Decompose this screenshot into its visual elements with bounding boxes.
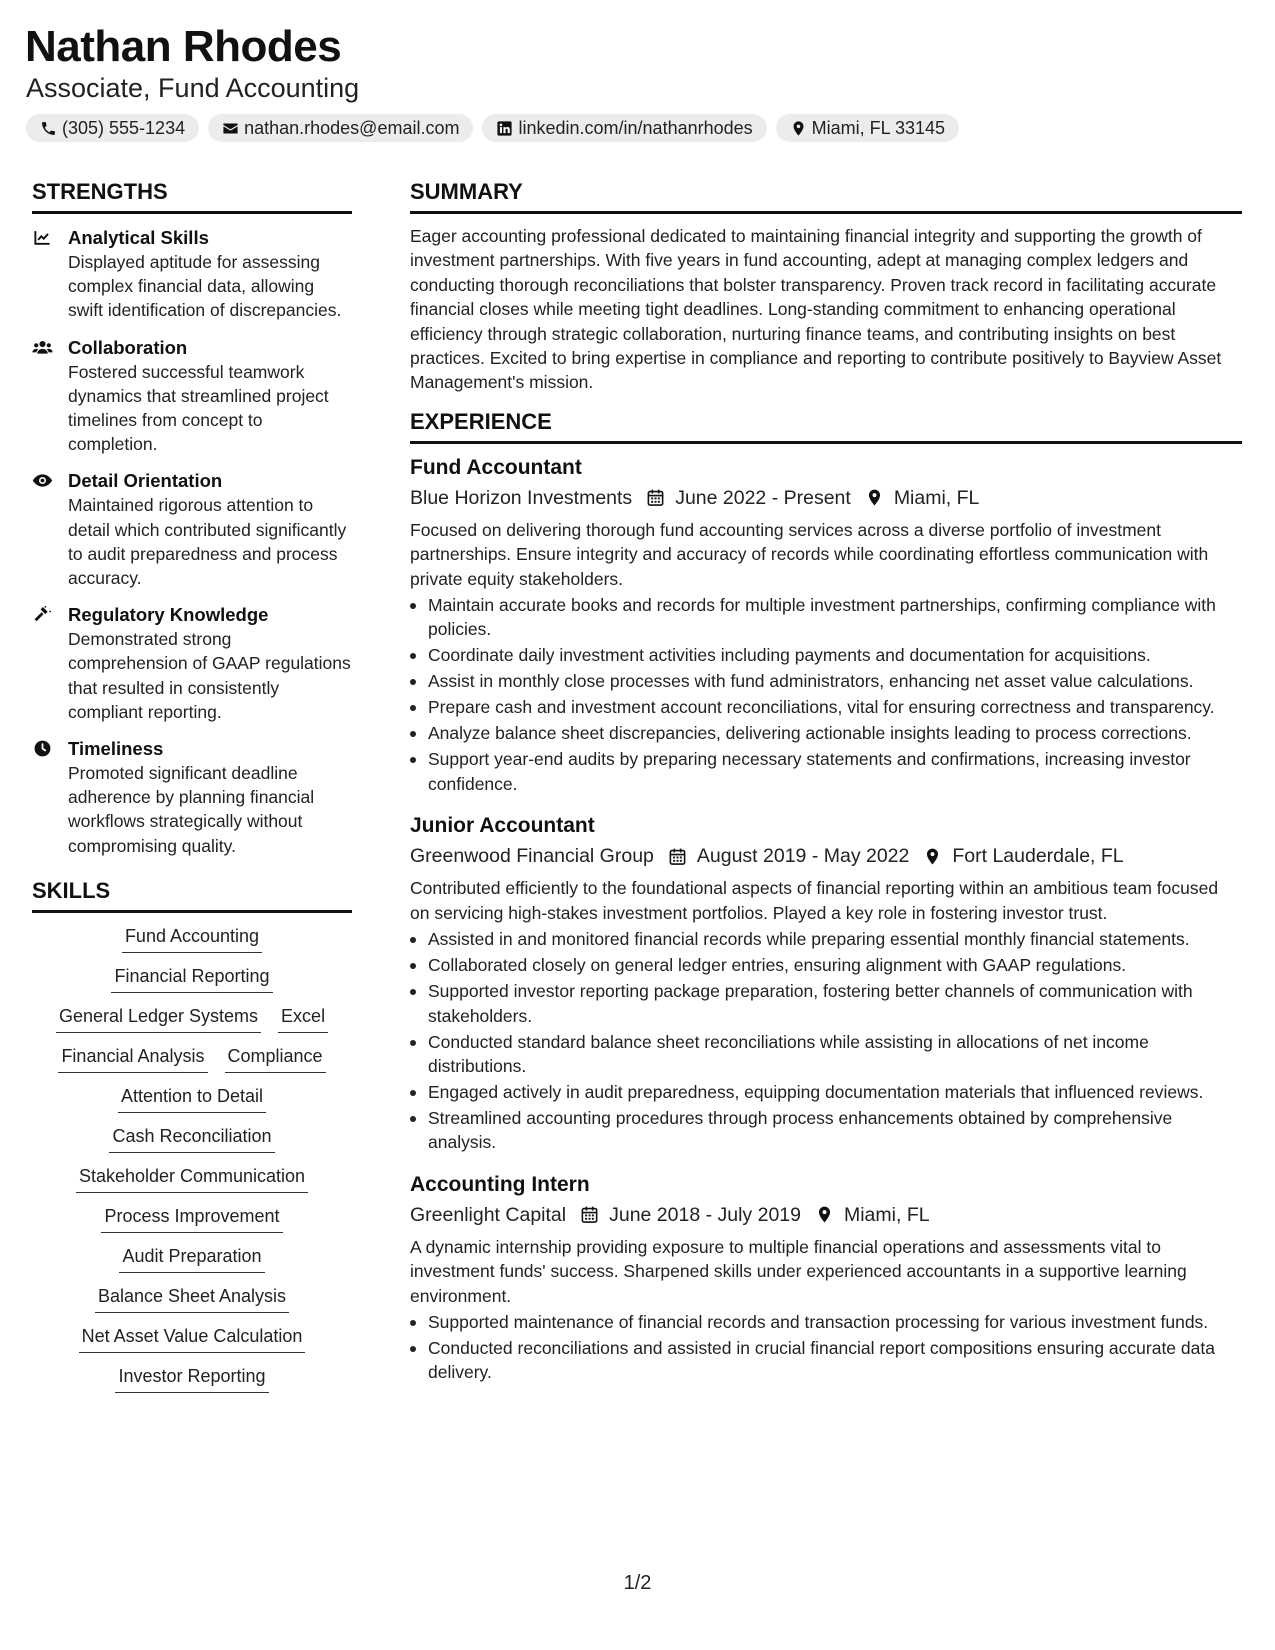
skill-tag: Stakeholder Communication [76, 1165, 308, 1193]
job-dates: June 2022 - Present [675, 486, 851, 509]
job-company: Greenwood Financial Group [410, 845, 654, 868]
gavel-icon [32, 605, 53, 624]
job-location: Miami, FL [843, 1203, 930, 1226]
bullet-item: Coordinate daily investment activities including payments and documentation for acquisitions. [410, 643, 1242, 667]
job-entry [410, 454, 1242, 796]
strength-desc: Maintained rigorous attention to detail which contributed significantly to audit preparedness and process accuracy. [68, 495, 347, 589]
bullet-item: Collaborated closely on general ledger entries, ensuring alignment with GAAP regulations. [410, 953, 1242, 977]
contact-phone[interactable] [26, 114, 199, 142]
skill-tag: Audit Preparation [119, 1245, 264, 1273]
skill-tag: Excel [278, 1005, 328, 1033]
calendar-icon [580, 1205, 599, 1224]
map-pin-icon [923, 847, 942, 866]
skills-list [32, 925, 352, 1405]
strength-item [32, 737, 352, 858]
job-subtitle: Associate, Fund Accounting [26, 73, 360, 103]
left-column [32, 179, 352, 1405]
job-title: Accounting Intern [410, 1172, 590, 1196]
job-description: Focused on delivering thorough fund accounting services across a diverse portfolio of investment partnerships. Ensure integrity and accuracy of records while coordinating effortless communication with private equity stakeholders. [410, 519, 1209, 589]
line-chart-icon [32, 228, 53, 247]
job-meta [410, 1202, 1242, 1228]
bullet-item: Analyze balance sheet discrepancies, delivering actionable insights leading to process corrections. [410, 721, 1242, 745]
bullet-item: Maintain accurate books and records for multiple investment partnerships, confirming compliance with policies. [410, 593, 1242, 642]
job-dates: June 2018 - July 2019 [609, 1203, 801, 1226]
job-company: Blue Horizon Investments [410, 486, 633, 509]
strength-item [32, 469, 352, 590]
skill-tag: Net Asset Value Calculation [79, 1325, 306, 1353]
contact-linkedin[interactable] [482, 114, 766, 142]
contact-email-text: nathan.rhodes@email.com [244, 117, 460, 138]
skill-tag: Compliance [225, 1045, 326, 1073]
skill-tag: Attention to Detail [118, 1085, 266, 1113]
strength-title: Detail Orientation [68, 470, 223, 492]
job-meta [410, 843, 1242, 869]
map-pin-icon [865, 488, 884, 507]
job-entry [410, 812, 1242, 1154]
bullet-item: Supported maintenance of financial records and transaction processing for various investment funds. [410, 1310, 1242, 1334]
strength-desc: Promoted significant deadline adherence by planning financial workflows strategically without compromising quality. [68, 763, 315, 856]
page-number: 1/2 [623, 1572, 652, 1594]
contact-email[interactable] [208, 114, 473, 142]
contact-location-text: Miami, FL 33145 [811, 117, 946, 138]
strength-item [32, 603, 352, 724]
strength-item [32, 226, 352, 323]
linkedin-icon [496, 120, 513, 137]
calendar-icon [646, 488, 665, 507]
summary-text: Eager accounting professional dedicated to maintaining financial integrity and supporting the growth of investment partnerships. With five years in fund accounting, adept at managing complex ledgers and conducting thorough reconciliations that bolster transparency. Proven track record in facilitating accurate financial closes while meeting tight deadlines. Long-standing commitment to enhancing operational efficiency through strategic collaboration, nurturing finance teams, and contributing insights on best practices. Excited to bring expertise in compliance and reporting to contribute positively to Bayview Asset Management's mission. [410, 226, 1222, 393]
job-meta [410, 485, 1242, 511]
clock-icon [32, 739, 53, 758]
strength-title: Analytical Skills [68, 227, 209, 248]
phone-icon [40, 120, 57, 137]
contact-linkedin-text: linkedin.com/in/nathanrhodes [518, 117, 753, 138]
experience-heading: EXPERIENCE [410, 409, 1242, 444]
strengths-heading: STRENGTHS [32, 179, 352, 214]
strength-desc: Demonstrated strong comprehension of GAAP regulations that resulted in consistently compliant reporting. [68, 629, 351, 722]
map-pin-icon [790, 120, 807, 137]
users-icon [32, 338, 53, 357]
job-title: Junior Accountant [410, 814, 595, 838]
candidate-name: Nathan Rhodes [25, 22, 342, 71]
skill-tag: Balance Sheet Analysis [95, 1285, 289, 1313]
bullet-item: Conducted reconciliations and assisted in crucial financial report compositions ensuring accurate data delivery. [410, 1336, 1242, 1385]
bullet-item: Streamlined accounting procedures through process enhancements obtained by comprehensive analysis. [410, 1106, 1242, 1155]
skill-tag: Financial Analysis [58, 1045, 207, 1073]
job-location: Miami, FL [893, 486, 980, 509]
strength-title: Collaboration [68, 336, 188, 358]
envelope-icon [222, 120, 239, 137]
skill-tag: Process Improvement [101, 1205, 282, 1233]
job-company: Greenlight Capital [410, 1203, 567, 1226]
strengths-list [32, 226, 352, 858]
contact-location [776, 114, 959, 142]
job-location: Fort Lauderdale, FL [952, 845, 1124, 868]
job-dates: August 2019 - May 2022 [696, 845, 910, 868]
bullet-item: Prepare cash and investment account reconciliations, vital for ensuring correctness and transparency. [410, 695, 1242, 719]
job-bullets [410, 593, 1242, 796]
summary-heading: SUMMARY [410, 179, 1242, 214]
contact-bar [26, 114, 959, 142]
job-bullets [410, 927, 1242, 1155]
contact-phone-text: (305) 555-1234 [62, 117, 186, 138]
job-bullets [410, 1310, 1242, 1385]
skill-tag: Cash Reconciliation [109, 1125, 274, 1153]
job-entry [410, 1171, 1242, 1385]
calendar-icon [668, 847, 687, 866]
skill-tag: General Ledger Systems [56, 1005, 261, 1033]
job-description: Contributed efficiently to the foundational aspects of financial reporting within an ambitious team focused on servicing high-stakes investment portfolios. Played a key role in fostering investor trust. [410, 878, 1219, 923]
bullet-item: Engaged actively in audit preparedness, equipping documentation materials that influenced reviews. [410, 1080, 1242, 1104]
bullet-item: Support year-end audits by preparing necessary statements and confirmations, increasing investor confidence. [410, 747, 1242, 796]
bullet-item: Supported investor reporting package preparation, fostering better channels of communication with stakeholders. [410, 979, 1242, 1028]
strength-item [32, 336, 352, 457]
map-pin-icon [815, 1205, 834, 1224]
right-column [410, 179, 1242, 1386]
job-title: Fund Accountant [410, 455, 582, 479]
strength-desc: Fostered successful teamwork dynamics that streamlined project timelines from concept to completion. [68, 361, 329, 455]
strength-title: Regulatory Knowledge [68, 604, 269, 626]
bullet-item: Conducted standard balance sheet reconciliations while assisting in allocations of net income distributions. [410, 1030, 1242, 1079]
strength-desc: Displayed aptitude for assessing complex financial data, allowing swift identification of discrepancies. [68, 252, 342, 321]
skill-tag: Financial Reporting [111, 965, 272, 993]
skills-heading: SKILLS [32, 878, 352, 913]
skill-tag: Fund Accounting [122, 925, 262, 953]
bullet-item: Assist in monthly close processes with fund administrators, enhancing net asset value calculations. [410, 669, 1242, 693]
skill-tag: Investor Reporting [115, 1365, 268, 1393]
job-description: A dynamic internship providing exposure to multiple financial operations and assessments vital to investment funds' success. Sharpened skills under experienced accountants in a supportive learning environment. [410, 1236, 1187, 1306]
strength-title: Timeliness [68, 738, 164, 760]
eye-icon [32, 471, 53, 490]
bullet-item: Assisted in and monitored financial records while preparing essential monthly financial statements. [410, 927, 1242, 951]
